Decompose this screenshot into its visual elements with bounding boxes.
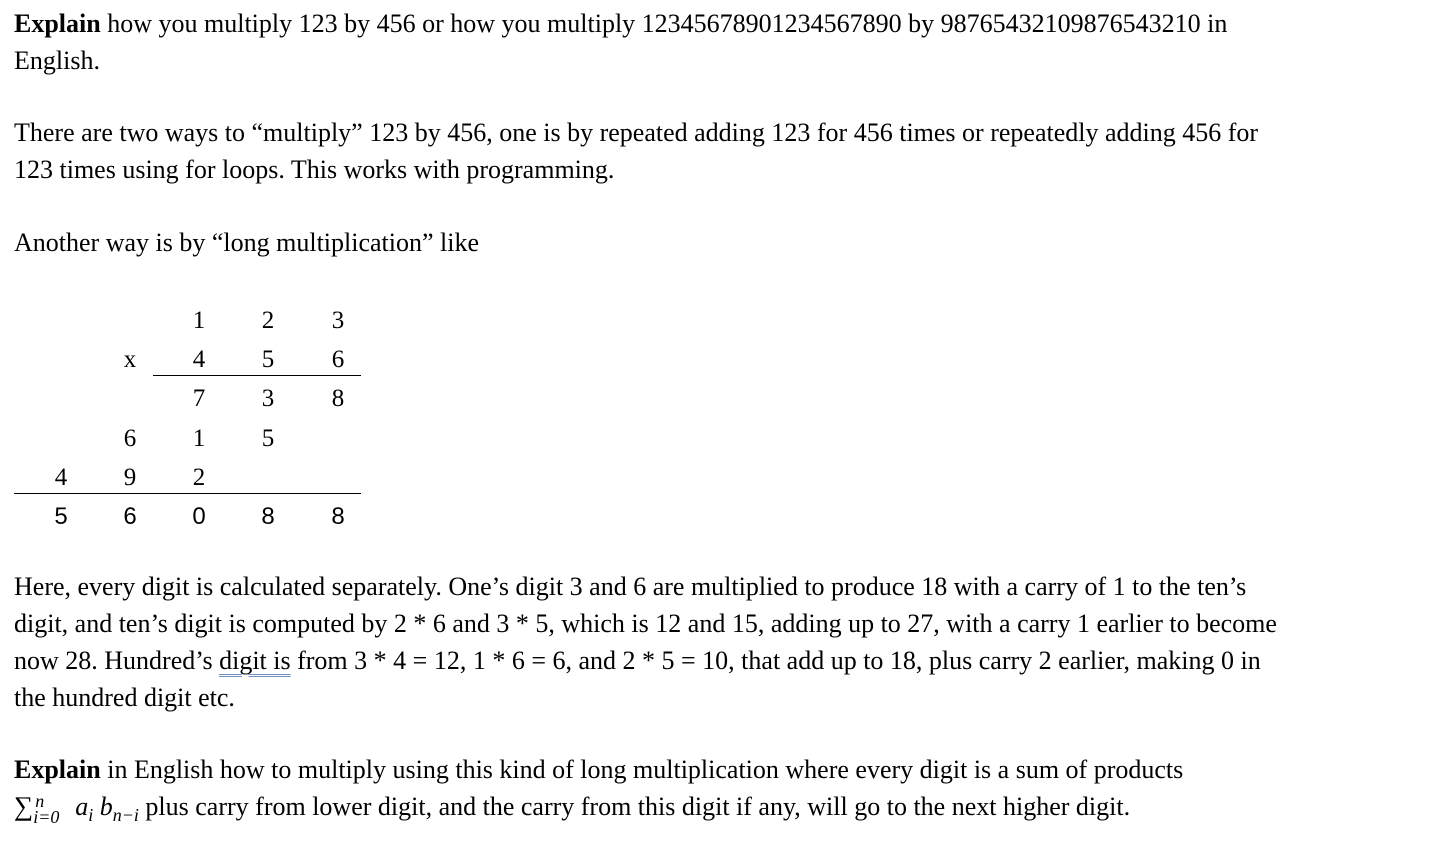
term-b-subscript: n−i: [112, 805, 139, 825]
mult-partial-row-1-col-2: 7: [192, 385, 206, 412]
term-a-subscript: i: [88, 805, 94, 825]
sum-upper-limit: n: [35, 791, 45, 811]
intro-line: Another way is by “long multiplication” like: [14, 228, 480, 257]
question-2-line-2-text: plus carry from lower digit, and the carry from this digit if any, will go to the next higher digit.: [138, 792, 1131, 821]
mult-multiplier-row-col-4: 6: [331, 346, 345, 373]
mult-multiplier-row-col-3: 5: [261, 346, 275, 373]
term-b: b: [99, 792, 113, 821]
paragraph-explanation: [14, 568, 1446, 716]
mult-multiplier-row-col-2: 4: [192, 346, 206, 373]
sum-formula: [14, 791, 139, 827]
mult-partial-row-2-col-1: 6: [123, 425, 137, 452]
mult-partial-row-2-col-2: 1: [192, 425, 206, 452]
mult-partial-row-1-col-4: 8: [331, 385, 345, 412]
explanation-line-3: [14, 642, 1446, 679]
question-2-line-2: [14, 788, 1446, 834]
question-2-text: in English how to multiply using this kind of long multiplication where every digit is a sum of products: [100, 755, 1184, 784]
mult-result-row-col-3: 8: [261, 503, 275, 530]
question-2-line-1: [14, 751, 1446, 788]
mult-partial-row-3-col-2: 2: [192, 464, 206, 491]
mult-result-row-col-1: 6: [123, 503, 137, 530]
sum-limits: [33, 791, 67, 827]
question-1-text: how you multiply 123 by 456 or how you multiply 12345678901234567890 by 98765432109876543210 in: [100, 9, 1228, 38]
mult-partial-row-2-col-3: 5: [261, 425, 275, 452]
mult-partial-row-3-col-1: 9: [123, 464, 137, 491]
mult-multiplicand-row-col-3: 2: [261, 307, 275, 334]
mult-result-row-col-0: 5: [54, 503, 68, 530]
paragraph-repeated-adding: [14, 114, 1446, 188]
question-1-line-2: English.: [14, 46, 100, 75]
paragraph-long-multiplication-intro: [14, 224, 1446, 261]
explanation-line-3-c: from 3 * 4 = 12, 1 * 6 = 6, and 2 * 5 = 10, that add up to 18, plus carry 2 earlier, making 0 in: [290, 646, 1261, 675]
mult-result-row-col-2: 0: [192, 503, 206, 530]
term-a: a: [75, 792, 89, 821]
mult-partial-row-1-col-3: 3: [261, 385, 275, 412]
question-2: [14, 751, 1446, 834]
grammar-underline-digit-is: digit is: [219, 646, 291, 675]
paragraph-repeated-adding-line-1: There are two ways to “multiply” 123 by 456, one is by repeated adding 123 for 456 times or repeatedly adding 456 for: [14, 118, 1259, 147]
explain-bold-2: Explain: [14, 755, 101, 784]
mult-multiplicand-row-col-4: 3: [331, 307, 345, 334]
sum-symbol: ∑: [14, 791, 34, 821]
explanation-line-3-a: now 28. Hundred’s: [14, 646, 220, 675]
mult-multiplicand-row-col-2: 1: [192, 307, 206, 334]
partials-sum-line: [14, 493, 361, 494]
mult-result-row-col-4: 8: [331, 503, 345, 530]
explanation-line-4: the hundred digit etc.: [14, 683, 235, 712]
mult-partial-row-3-col-0: 4: [54, 464, 68, 491]
question-1: [14, 5, 1446, 79]
sum-lower-limit: i=0: [33, 807, 60, 827]
mult-multiplier-row-col-1: x: [123, 346, 137, 373]
explanation-line-2: digit, and ten’s digit is computed by 2 * 6 and 3 * 5, which is 12 and 15, adding up to 27, with a carry 1 earlier to become: [14, 609, 1277, 638]
multiplier-underline: [153, 375, 361, 376]
question-1-line-1: [14, 5, 1446, 42]
paragraph-repeated-adding-line-2: 123 times using for loops. This works with programming.: [14, 155, 615, 184]
explain-bold-1: Explain: [14, 9, 101, 38]
explanation-line-1: Here, every digit is calculated separately. One’s digit 3 and 6 are multiplied to produce 18 with a carry of 1 to the ten’s: [14, 572, 1247, 601]
